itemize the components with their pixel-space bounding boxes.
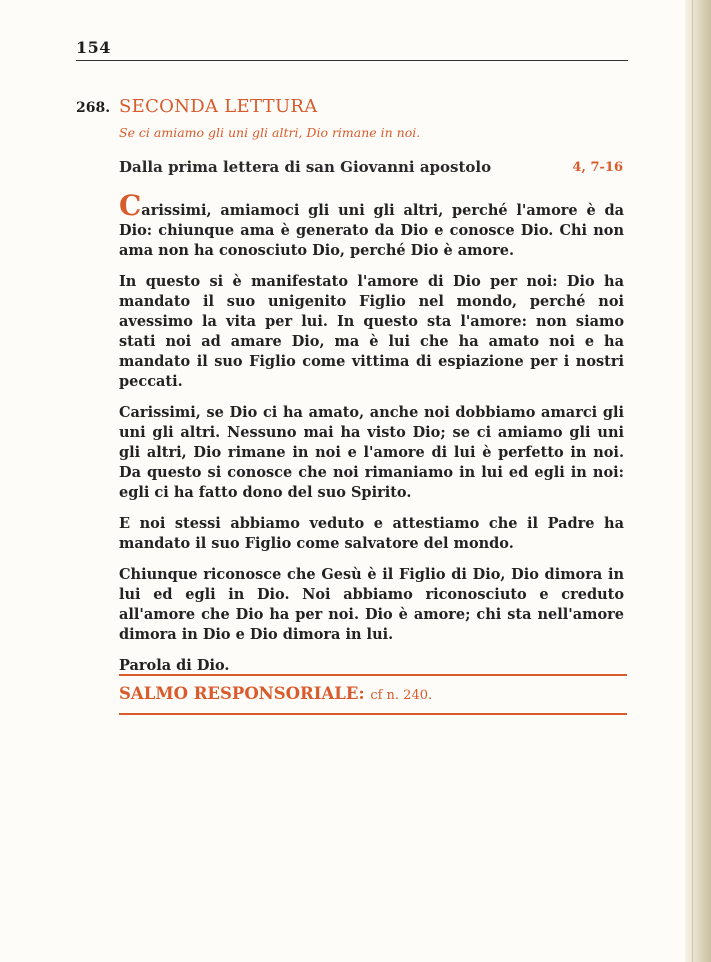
paragraph-3: Carissimi, se Dio ci ha amato, anche noi dobbiamo amarci gli uni gli altri. Nessuno mai ha visto Dio; se ci amiamo gli uni gli altri, Dio rimane in noi e l'amore di lui è perfetto in noi. Da questo si conosce che noi rimaniamo in lui ed egli in noi: egli ci ha fatto dono del suo Spirito. — [119, 404, 624, 501]
header-rule — [76, 60, 628, 61]
section-number: 268. — [76, 100, 111, 116]
page-number: 154 — [76, 38, 111, 57]
paragraph-4: E noi stessi abbiamo veduto e attestiamo che il Padre ha mandato il suo Figlio come salvatore del mondo. — [119, 515, 624, 552]
paragraph-1-text: arissimi, amiamoci gli uni gli altri, perché l'amore è da Dio: chiunque ama è generato da Dio e conosce Dio. Chi non ama non ha conosciuto Dio, perché Dio è amore. — [119, 202, 624, 259]
reading-body — [119, 189, 624, 687]
reading-conclusion: Parola di Dio. — [119, 657, 230, 674]
paragraph-2: In questo si è manifestato l'amore di Dio per noi: Dio ha mandato il suo unigenito Figlio nel mondo, perché noi avessimo la vita per lui. In questo sta l'amore: non siamo stati noi ad amare Dio, ma è lui che ha amato noi e ha mandato il suo Figlio come vittima di espiazione per i nostri peccati. — [119, 273, 624, 390]
psalm-reference: cf n. 240. — [370, 688, 433, 703]
reading-source: Dalla prima lettera di san Giovanni apostolo — [119, 158, 492, 176]
paragraph-5: Chiunque riconosce che Gesù è il Figlio di Dio, Dio dimora in lui ed egli in Dio. Noi abbiamo riconosciuto e creduto all'amore che Dio ha per noi. Dio è amore; chi sta nell'amore dimora in Dio e Dio dimora in lui. — [119, 566, 624, 643]
page-edge — [685, 0, 711, 962]
page-edge-shadow — [692, 0, 693, 962]
psalm-label: SALMO RESPONSORIALE: — [119, 684, 365, 703]
psalm-top-rule — [119, 674, 627, 676]
reading-reference: 4, 7-16 — [572, 160, 623, 175]
psalm-bottom-rule — [119, 713, 627, 715]
paragraph-1 — [119, 189, 624, 261]
section-title: SECONDA LETTURA — [119, 96, 318, 117]
drop-cap: C — [119, 189, 142, 222]
section-subtitle: Se ci amiamo gli uni gli altri, Dio rimane in noi. — [119, 125, 421, 140]
psalm-heading — [119, 684, 432, 703]
